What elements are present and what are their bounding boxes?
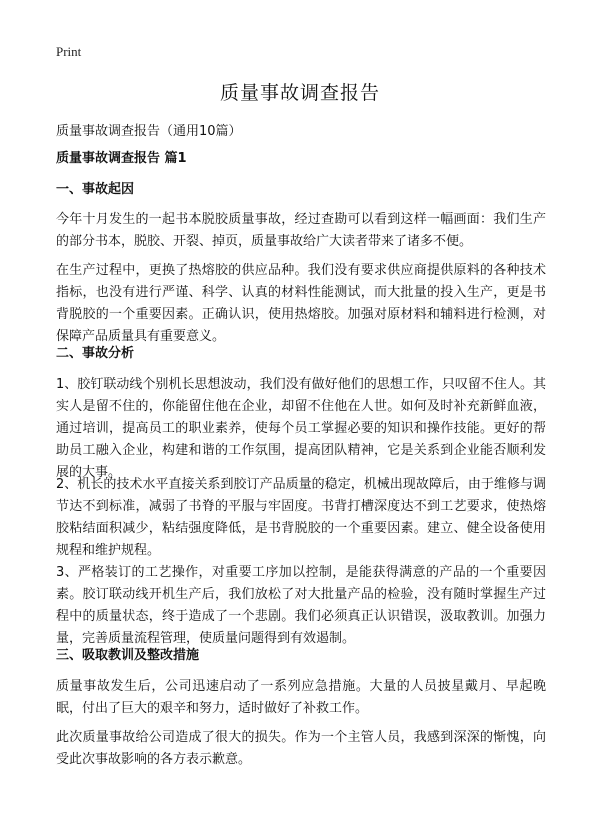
- article-title: 质量事故调查报告 篇1: [56, 151, 187, 166]
- section-heading-cause: 一、事故起因: [56, 182, 135, 197]
- paragraph: 质量事故发生后，公司迅速启动了一系列应急措施。大量的人员披星戴月、早起晚眠，付出了巨大的艰辛和努力，适时做好了补救工作。: [56, 679, 546, 716]
- paragraph: 今年十月发生的一起书本脱胶质量事故，经过查勘可以看到这样一幅画面：我们生产的部分书本，脱胶、开裂、掉页，质量事故给广大读者带来了诸多不便。: [56, 212, 546, 249]
- page-title: 质量事故调查报告: [219, 82, 380, 104]
- document-subtitle: 质量事故调查报告（通用10篇）: [56, 124, 242, 139]
- paragraph: 3、严格装订的工艺操作，对重要工序加以控制，是能获得满意的产品的一个重要因素。胶订联动线开机生产后，我们放松了对大批量产品的检验，没有随时掌握生产过程中的质量状态，终于造成了一个悲剧。我们必须真正认识错误，汲取教训。加强力量，完善质量流程管理，使质量问题得到有效遏制。: [56, 565, 546, 646]
- paragraph: 在生产过程中，更换了热熔胶的供应品种。我们没有要求供应商提供原料的各种技术指标，也没有进行严谨、科学、认真的材料性能测试，而大批量的投入生产，更是书背脱胶的一个重要因素。正确认识，使用热熔胶。加强对原材料和辅料进行检测，对保障产品质量具有重要意义。: [56, 263, 546, 344]
- section-heading-analysis: 二、事故分析: [56, 346, 135, 361]
- print-link[interactable]: Print: [56, 44, 82, 59]
- section-heading-measures: 三、吸取教训及整改措施: [56, 648, 200, 663]
- paragraph: 此次质量事故给公司造成了很大的损失。作为一个主管人员，我感到深深的惭愧，向受此次事故影响的各方表示歉意。: [56, 730, 546, 767]
- paragraph: 2、机长的技术水平直接关系到胶订产品质量的稳定，机械出现故障后，由于维修与调节达不到标准，减弱了书脊的平服与牢固度。书背打槽深度达不到工艺要求，使热熔胶粘结面积减少，粘结强度降低，是书背脱胶的一个重要因素。建立、健全设备使用规程和维护规程。: [56, 477, 546, 558]
- paragraph: 1、胶钉联动线个别机长思想波动，我们没有做好他们的思想工作，只叹留不住人。其实人是留不住的，你能留住他在企业，却留不住他在人世。如何及时补充新鲜血液，通过培训，提高员工的职业素养，使每个员工掌握必要的知识和操作技能。更好的帮助员工融入企业，构建和谐的工作氛围，提高团队精神，它是关系到企业能否顺利发展的大事。: [56, 377, 546, 480]
